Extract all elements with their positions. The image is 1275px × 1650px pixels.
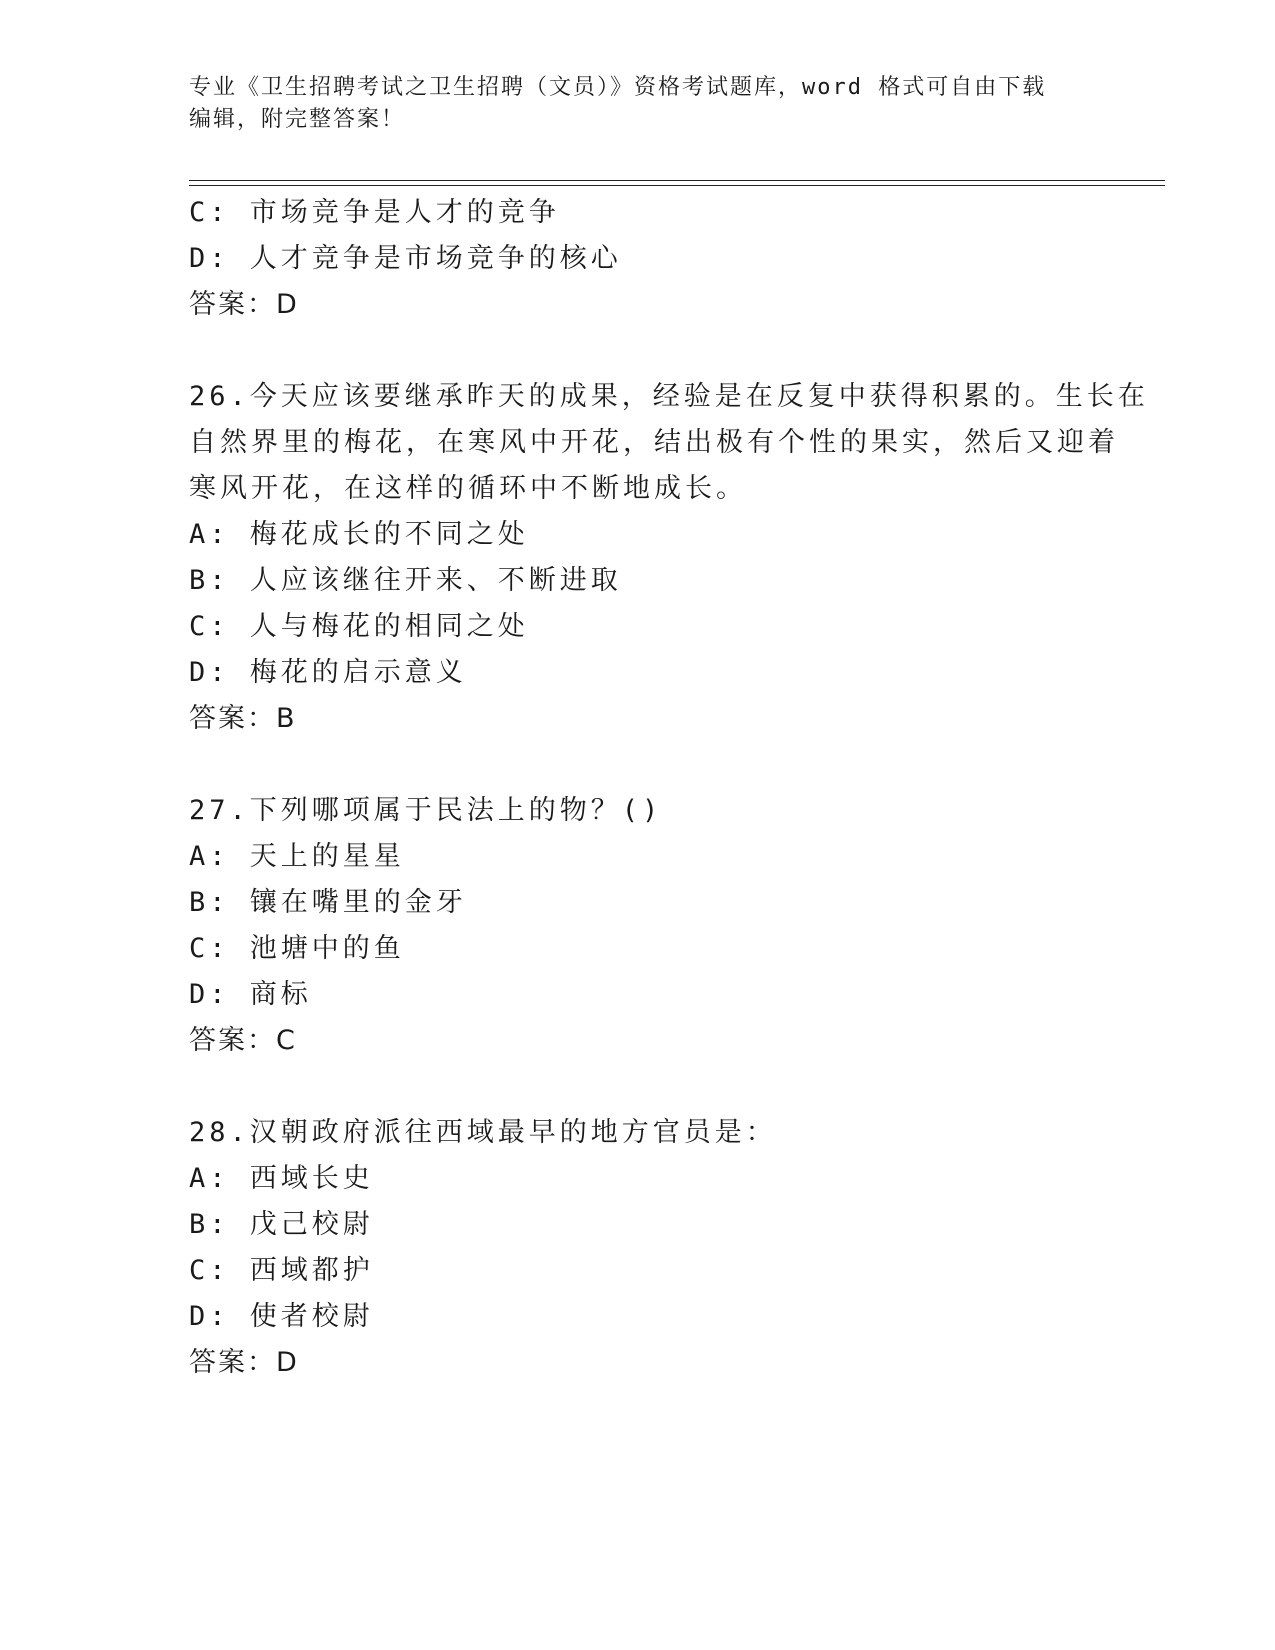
option-a: A: 西域长史	[189, 1163, 374, 1194]
answer-label: 答案：D	[189, 1347, 299, 1378]
question-25-continued	[189, 190, 1089, 328]
option-b: B: 人应该继往开来、不断进取	[189, 565, 622, 596]
question-26	[189, 374, 1149, 742]
header-line-2: 编辑，附完整答案！	[189, 107, 406, 132]
option-a: A: 天上的星星	[189, 841, 405, 872]
option-b: B: 镶在嘴里的金牙	[189, 887, 467, 918]
header-line-1: 专业《卫生招聘考试之卫生招聘（文员）》资格考试题库，word 格式可自由下载	[189, 75, 1047, 100]
option-d: D: 使者校尉	[189, 1301, 374, 1332]
question-stem-line: 28.汉朝政府派往西域最早的地方官员是：	[189, 1117, 777, 1148]
option-c: C: 市场竞争是人才的竞争	[189, 197, 560, 228]
option-d: D: 人才竞争是市场竞争的核心	[189, 243, 622, 274]
question-stem-line: 自然界里的梅花，在寒风中开花，结出极有个性的果实，然后又迎着	[189, 427, 1119, 458]
answer-label: 答案：B	[189, 703, 297, 734]
answer-label: 答案：C	[189, 1025, 297, 1056]
option-c: C: 人与梅花的相同之处	[189, 611, 529, 642]
question-stem-line: 27.下列哪项属于民法上的物？()	[189, 795, 663, 826]
option-b: B: 戊己校尉	[189, 1209, 374, 1240]
option-c: C: 西域都护	[189, 1255, 374, 1286]
option-d: D: 梅花的启示意义	[189, 657, 467, 688]
question-stem-line: 26.今天应该要继承昨天的成果，经验是在反复中获得积累的。生长在	[189, 381, 1149, 412]
option-c: C: 池塘中的鱼	[189, 933, 405, 964]
answer-label: 答案：D	[189, 289, 299, 320]
option-d: D: 商标	[189, 979, 312, 1010]
question-stem-line: 寒风开花，在这样的循环中不断地成长。	[189, 473, 747, 504]
question-list	[189, 190, 1149, 1386]
question-28	[189, 1110, 1089, 1386]
question-27	[189, 788, 1089, 1064]
header-divider-top	[189, 180, 1165, 181]
document-header	[189, 72, 1089, 136]
header-divider-bottom	[189, 185, 1165, 186]
option-a: A: 梅花成长的不同之处	[189, 519, 529, 550]
